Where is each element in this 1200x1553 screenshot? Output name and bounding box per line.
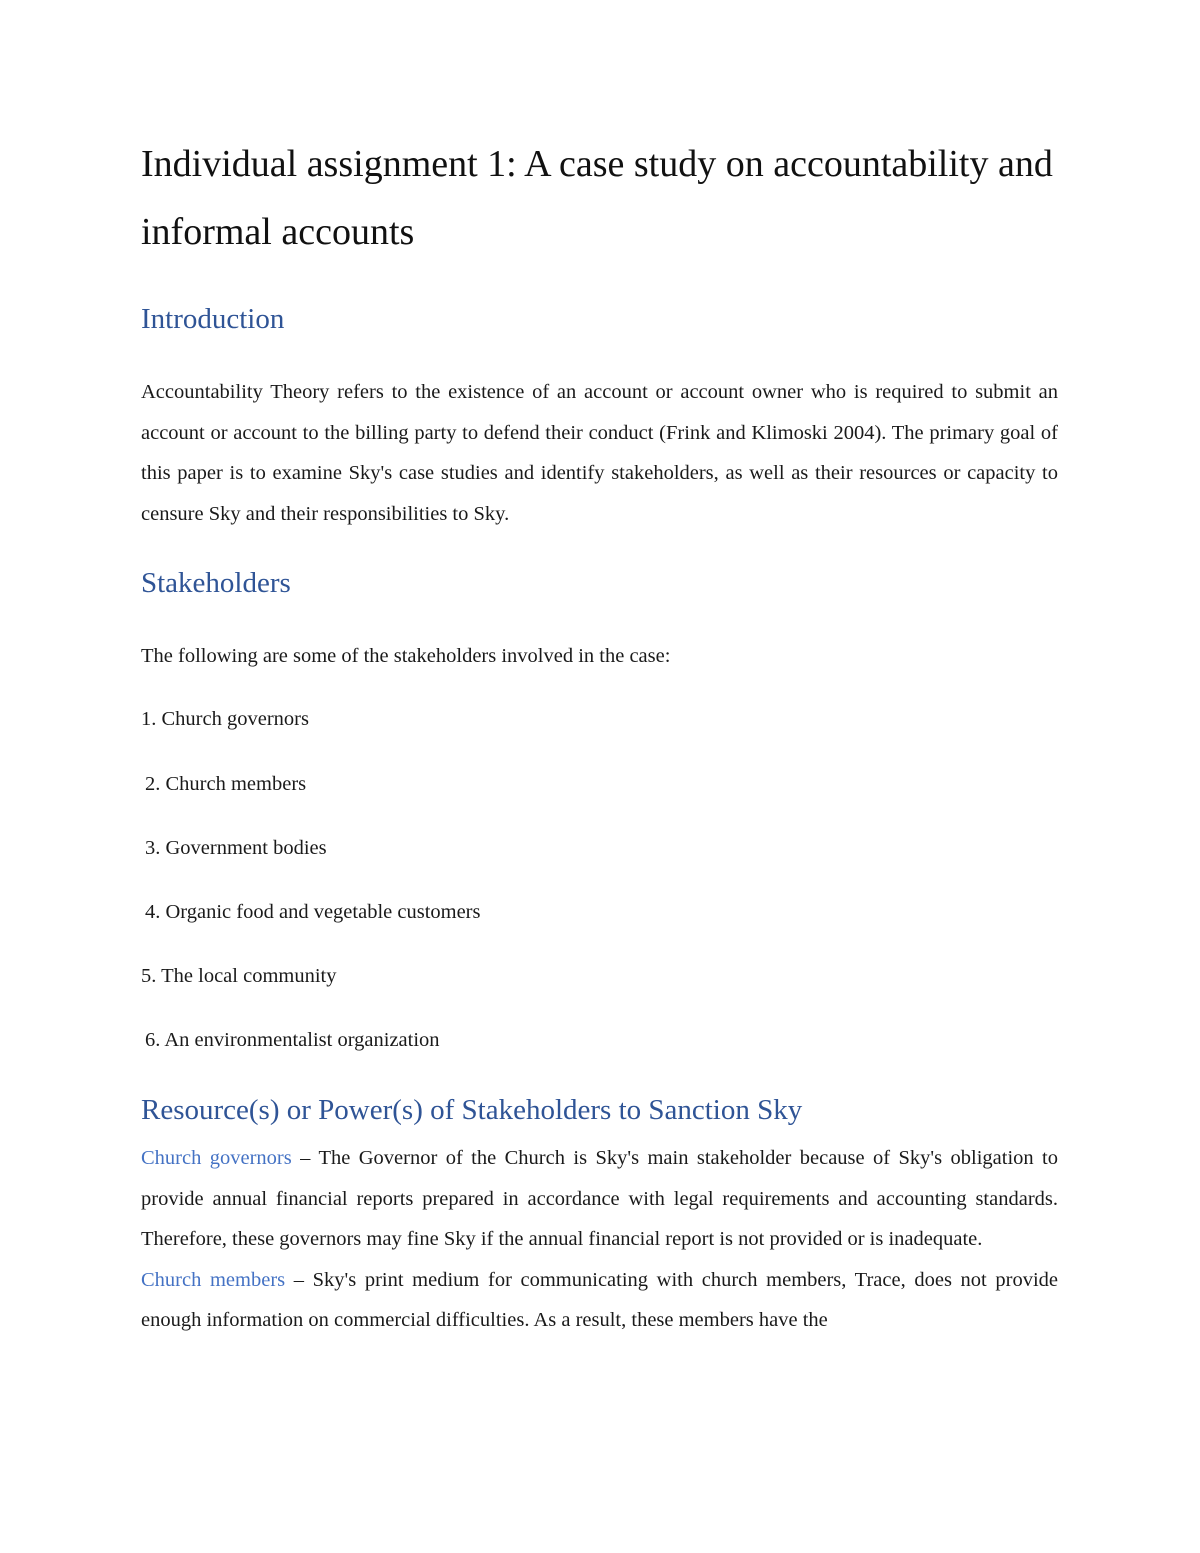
- introduction-paragraph: Accountability Theory refers to the existence of an account or account owner who is required to submit an account or account to the billing party to defend their conduct (Frink and Klimoski 2004). The primary goal of this paper is to examine Sky's case studies and identify stakeholders, as well as their resources or capacity to censure Sky and their responsibilities to Sky.: [141, 381, 1058, 525]
- stakeholder-list-item: 4. Organic food and vegetable customers: [145, 901, 481, 923]
- stakeholders-intro: The following are some of the stakeholders involved in the case:: [141, 645, 671, 667]
- introduction-heading: Introduction: [141, 303, 285, 335]
- resources-heading: Resource(s) or Power(s) of Stakeholders to Sanction Sky: [141, 1094, 803, 1126]
- stakeholder-list-item: 5. The local community: [141, 965, 337, 987]
- document-title: Individual assignment 1: A case study on accountability and informal accounts: [141, 143, 1053, 253]
- resource-entry-text: – Sky's print medium for communicating with church members, Trace, does not provide enough information on commercial difficulties. As a result, these members have the: [141, 1268, 1058, 1332]
- resource-entry-label: Church members: [141, 1268, 286, 1291]
- stakeholder-list-item: 3. Government bodies: [145, 837, 327, 859]
- stakeholder-list-item: 2. Church members: [145, 773, 307, 795]
- resource-entry-text: – The Governor of the Church is Sky's main stakeholder because of Sky's obligation to provide annual financial reports prepared in accordance with legal requirements and accounting standards. Therefore, these governors may fine Sky if the annual financial report is not provided or is inadequate.: [141, 1147, 1058, 1251]
- resource-entry-label: Church governors: [141, 1147, 292, 1169]
- stakeholder-list-item: 1. Church governors: [141, 708, 309, 730]
- stakeholder-list-item: 6. An environmentalist organization: [145, 1029, 440, 1051]
- stakeholders-heading: Stakeholders: [141, 567, 291, 599]
- resource-entry: [141, 1138, 1058, 1260]
- resources-body: [141, 1138, 1058, 1341]
- resource-entry: [141, 1260, 1058, 1341]
